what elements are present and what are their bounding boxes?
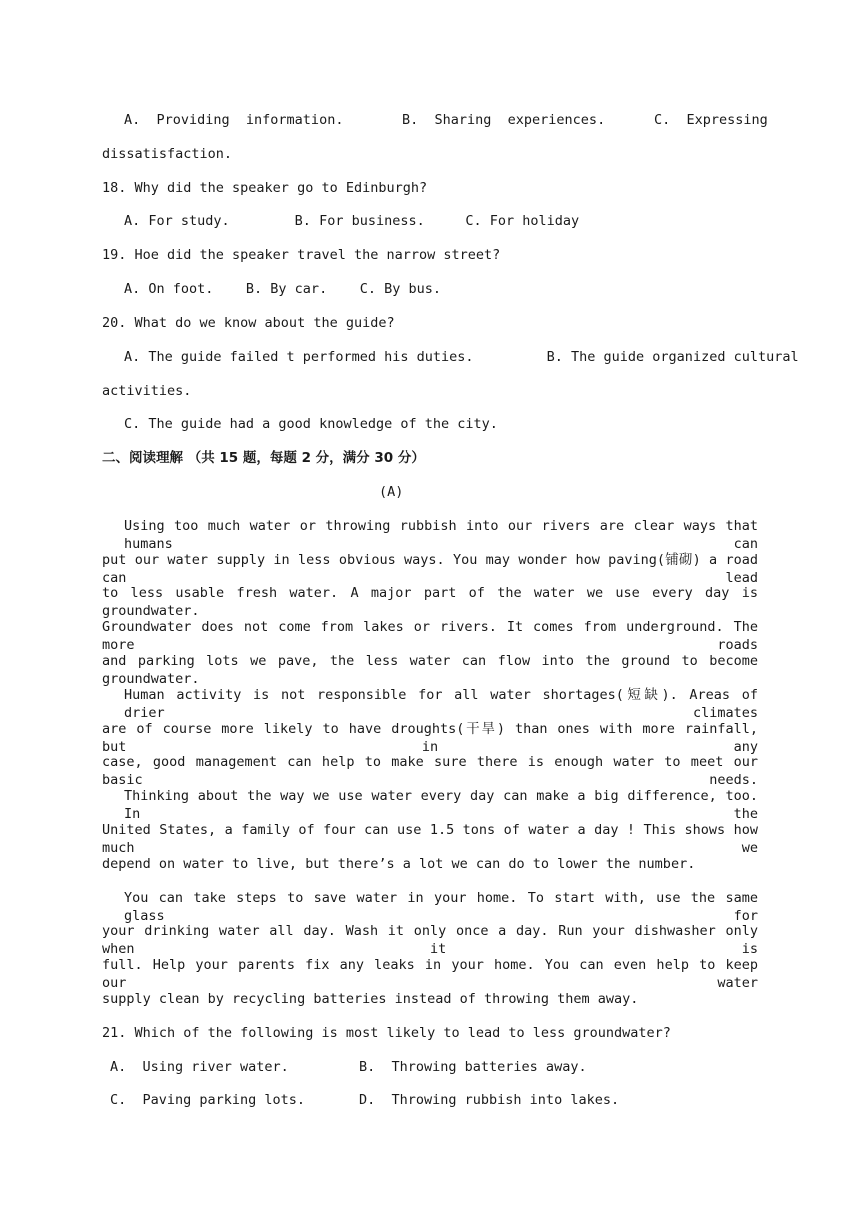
q21-option-c: C. Paving parking lots. (110, 1092, 306, 1108)
q20-option-c: C. The guide had a good knowledge of the city. (124, 416, 498, 432)
q17-option-a: A. Providing information. (124, 112, 344, 128)
passage-label: (A) (379, 484, 404, 500)
q21-option-a: A. Using river water. (110, 1059, 289, 1075)
section-heading: 二、阅读理解 （共 15 题，每题 2 分，满分 30 分） (102, 450, 425, 466)
passage-p2-line-2: are of course more likely to have droughts(干旱) than ones with more rainfall, but in any (102, 721, 758, 755)
passage-p4-line-4: supply clean by recycling batteries instead of throwing them away. (102, 991, 639, 1007)
q21-stem: 21. Which of the following is most likely to lead to less groundwater? (102, 1025, 671, 1041)
passage-p3-line-2: United States, a family of four can use 1.5 tons of water a day ! This shows how much we (102, 822, 758, 856)
passage-p2-line-1: Human activity is not responsible for all water shortages(短缺). Areas of drier climates (124, 687, 758, 721)
passage-p4-line-1: You can take steps to save water in your home. To start with, use the same glass for (124, 890, 758, 924)
passage-p4-line-3: full. Help your parents fix any leaks in your home. You can even help to keep our water (102, 957, 758, 991)
passage-p4-line-2: your drinking water all day. Wash it only once a day. Run your dishwasher only when it is (102, 923, 758, 957)
passage-p1-line-2: put our water supply in less obvious ways. You may wonder how paving(铺砌) a road can lead (102, 552, 758, 586)
q18-stem: 18. Why did the speaker go to Edinburgh? (102, 180, 428, 196)
q20-option-b-continued: activities. (102, 383, 192, 399)
passage-p1-line-5: and parking lots we pave, the less water can flow into the ground to become groundwater. (102, 653, 758, 687)
q21-option-d: D. Throwing rubbish into lakes. (359, 1092, 620, 1108)
q17-option-b: B. Sharing experiences. (402, 112, 606, 128)
passage-p2-line-3: case, good management can help to make sure there is enough water to meet our basic needs. (102, 754, 758, 788)
q20-stem: 20. What do we know about the guide? (102, 315, 395, 331)
q18-options: A. For study. B. For business. C. For holiday (124, 213, 580, 229)
passage-p3-line-3: depend on water to live, but there’s a lot we can do to lower the number. (102, 856, 696, 872)
q20-options-ab: A. The guide failed t performed his duties. B. The guide organized cultural (124, 349, 799, 365)
q19-options: A. On foot. B. By car. C. By bus. (124, 281, 441, 297)
passage-p1-line-1: Using too much water or throwing rubbish into our rivers are clear ways that humans can (124, 518, 758, 552)
q19-stem: 19. Hoe did the speaker travel the narrow street? (102, 247, 501, 263)
passage-p1-line-3: to less usable fresh water. A major part of the water we use every day is groundwater. (102, 585, 758, 619)
q17-option-c-continued: dissatisfaction. (102, 146, 233, 162)
q21-option-b: B. Throwing batteries away. (359, 1059, 587, 1075)
q17-option-c: C. Expressing (654, 112, 768, 128)
passage-p3-line-1: Thinking about the way we use water every day can make a big difference, too. In the (124, 788, 758, 822)
passage-p1-line-4: Groundwater does not come from lakes or rivers. It comes from underground. The more roads (102, 619, 758, 653)
